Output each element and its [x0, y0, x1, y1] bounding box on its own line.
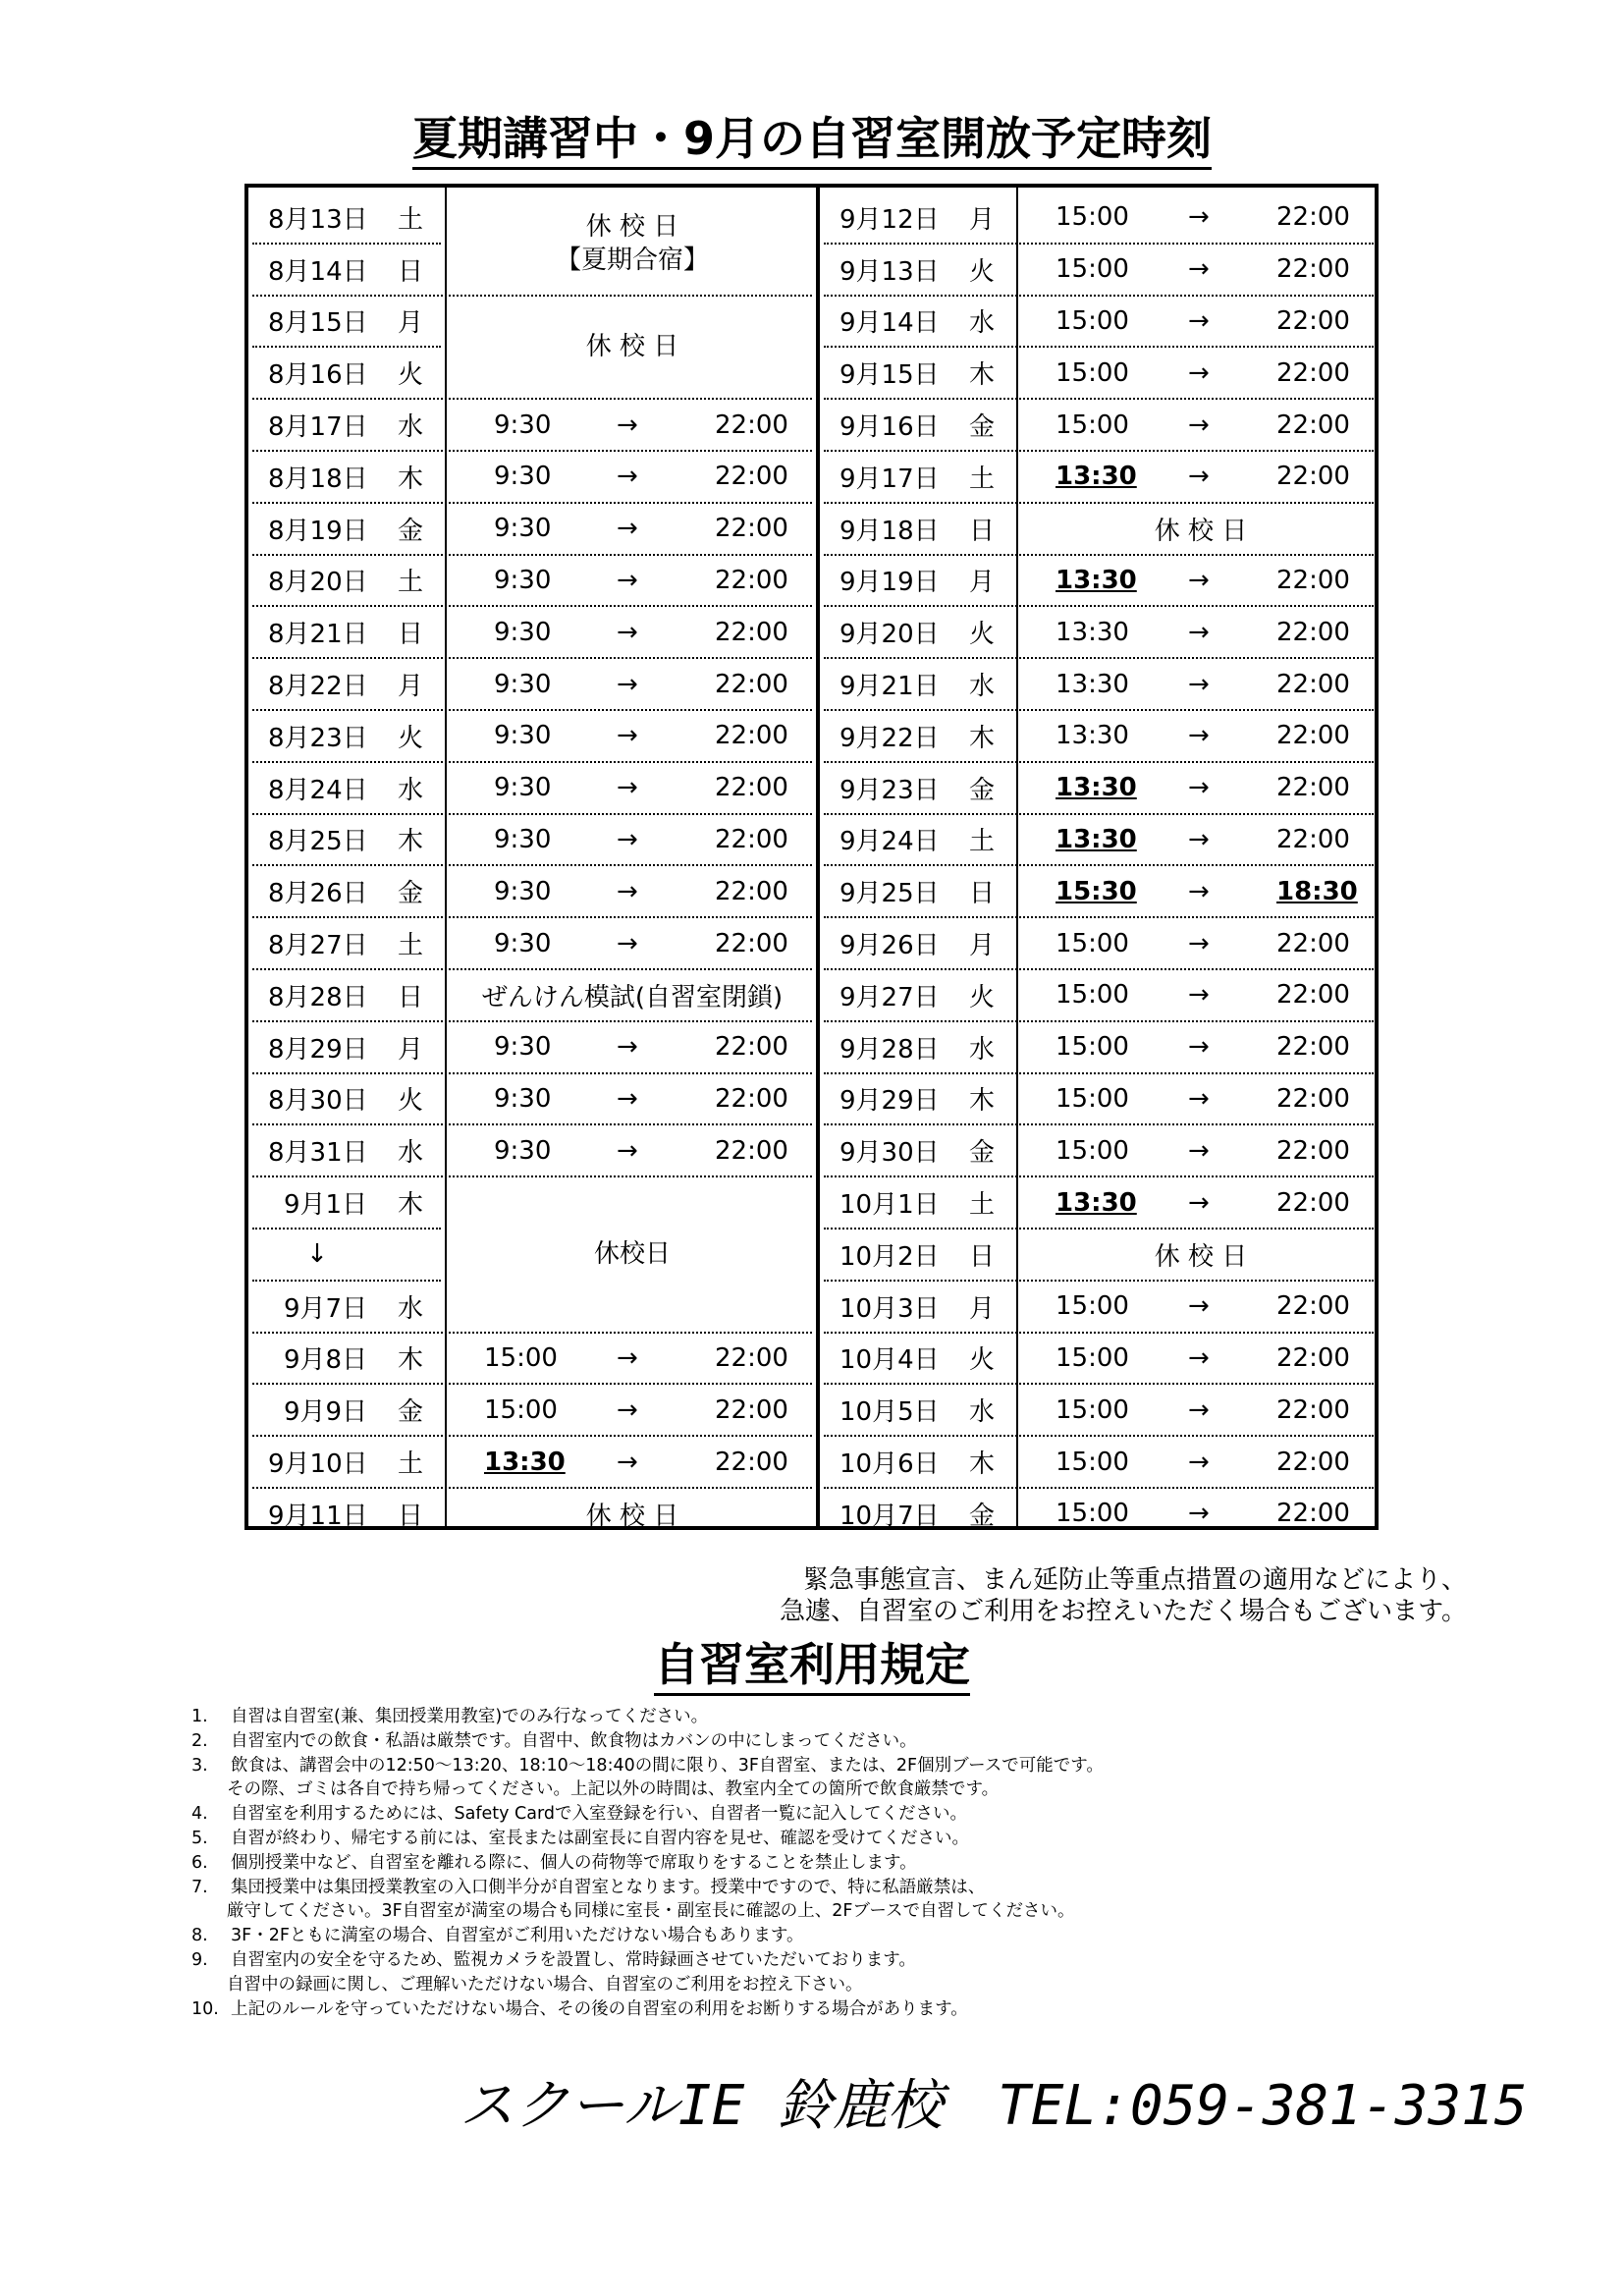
- date-label: 8月15日: [268, 308, 368, 339]
- rule-text: その際、ゴミは各自で持ち帰ってください。上記以外の時間は、教室内全ての箇所で飲食厳禁です。: [227, 1779, 1000, 1800]
- rule-item: [191, 1973, 1104, 1997]
- end-time: 22:00: [715, 928, 788, 958]
- arrow-symbol: →: [617, 876, 638, 906]
- end-time: 22:00: [715, 721, 788, 751]
- arrow-symbol: →: [1188, 1447, 1210, 1477]
- arrow-symbol: →: [1188, 617, 1210, 647]
- weekday-label: 日: [398, 620, 424, 650]
- date-label: 9月29日: [839, 1086, 940, 1117]
- rule-text: 3F・2Fともに満室の場合、自習室がご利用いただけない場合もあります。: [231, 1926, 804, 1946]
- start-time: 13:30: [1056, 721, 1129, 751]
- start-time: 13:30: [484, 1447, 566, 1477]
- weekday-label: 土: [398, 931, 424, 961]
- start-time: 15:00: [1056, 410, 1129, 440]
- start-time: 13:30: [1056, 617, 1129, 647]
- date-label: 9月1日: [284, 1190, 368, 1221]
- weekday-label: 水: [398, 1138, 424, 1169]
- rules-list: [191, 1705, 1104, 2021]
- date-label: 8月29日: [268, 1034, 368, 1065]
- notice-line: 急遽、自習室のご利用をお控えいただく場合もございます。: [780, 1597, 1467, 1626]
- rule-text: 集団授業中は集団授業教室の入口側半分が自習室となります。授業中ですので、特に私語厳禁は、: [231, 1877, 986, 1897]
- start-time: 13:30: [1056, 462, 1137, 492]
- weekday-label: 日: [398, 1501, 424, 1531]
- weekday-label: 木: [969, 1086, 996, 1117]
- end-time: 22:00: [1276, 773, 1350, 803]
- arrow-symbol: →: [1188, 669, 1210, 699]
- date-label: 8月27日: [268, 931, 368, 961]
- start-time: 15:00: [1056, 202, 1129, 233]
- rule-item: [191, 1705, 1104, 1729]
- start-time: 9:30: [494, 565, 552, 595]
- arrow-symbol: →: [1188, 1032, 1210, 1063]
- arrow-symbol: →: [617, 721, 638, 751]
- school-contact: スクールIE 鈴鹿校 TEL:059-381-3315: [460, 2074, 1528, 2138]
- start-time: 9:30: [494, 1135, 552, 1166]
- weekday-label: 木: [969, 1449, 996, 1480]
- start-time: 15:00: [1056, 357, 1129, 388]
- rule-number: 6.: [191, 1852, 208, 1873]
- date-label: 9月20日: [839, 620, 940, 650]
- end-time: 22:00: [1276, 928, 1350, 958]
- rule-item: [191, 1777, 1104, 1802]
- date-label: 8月26日: [268, 879, 368, 909]
- weekday-label: 日: [969, 879, 996, 909]
- arrow-symbol: →: [617, 565, 638, 595]
- rule-item: [191, 1827, 1104, 1851]
- end-time: 22:00: [1276, 410, 1350, 440]
- date-label: 8月14日: [268, 256, 368, 287]
- weekday-label: 月: [969, 1293, 996, 1324]
- arrow-symbol: →: [1188, 1499, 1210, 1529]
- date-label: 9月22日: [839, 723, 940, 753]
- weekday-label: 木: [969, 360, 996, 391]
- date-arrow: ↓: [306, 1239, 328, 1270]
- closed-block: [450, 191, 815, 296]
- start-time: 15:00: [484, 1394, 558, 1425]
- end-time: 22:00: [1276, 462, 1350, 492]
- date-label: 9月16日: [839, 412, 940, 443]
- weekday-label: 木: [398, 827, 424, 857]
- weekday-label: 月: [969, 204, 996, 235]
- end-time: 22:00: [715, 824, 788, 854]
- end-time: 22:00: [1276, 980, 1350, 1011]
- date-label: 10月7日: [839, 1501, 940, 1531]
- closed-label: 休 校 日: [1154, 516, 1248, 546]
- rule-text: 上記のルールを守っていただけない場合、その後の自習室の利用をお断りする場合があります。: [231, 1998, 968, 2019]
- start-time: 15:00: [1056, 1394, 1129, 1425]
- closed-label: 休 校 日: [585, 1501, 679, 1531]
- weekday-label: 日: [969, 1241, 996, 1272]
- arrow-symbol: →: [1188, 773, 1210, 803]
- end-time: 22:00: [1276, 1394, 1350, 1425]
- weekday-label: 日: [969, 516, 996, 546]
- start-time: 9:30: [494, 617, 552, 647]
- end-time: 22:00: [1276, 721, 1350, 751]
- weekday-label: 水: [398, 412, 424, 443]
- date-label: 10月3日: [839, 1293, 940, 1324]
- rule-number: 4.: [191, 1804, 208, 1825]
- end-time: 22:00: [715, 565, 788, 595]
- rule-item: [191, 1876, 1104, 1900]
- weekday-label: 木: [398, 464, 424, 494]
- start-time: 15:00: [1056, 1291, 1129, 1322]
- arrow-symbol: →: [1188, 462, 1210, 492]
- date-label: 9月15日: [839, 360, 940, 391]
- arrow-symbol: →: [1188, 824, 1210, 854]
- weekday-label: 金: [398, 1397, 424, 1428]
- date-label: 8月23日: [268, 723, 368, 753]
- weekday-label: 土: [398, 204, 424, 235]
- rule-text: 自習中の録画に関し、ご理解いただけない場合、自習室のご利用をお控え下さい。: [227, 1974, 863, 1995]
- start-time: 9:30: [494, 824, 552, 854]
- arrow-symbol: →: [1188, 1135, 1210, 1166]
- date-label: 8月31日: [268, 1138, 368, 1169]
- date-label: 9月19日: [839, 568, 940, 598]
- weekday-label: 月: [969, 931, 996, 961]
- arrow-symbol: →: [617, 1032, 638, 1063]
- start-time: 9:30: [494, 928, 552, 958]
- date-label: 8月21日: [268, 620, 368, 650]
- arrow-symbol: →: [617, 928, 638, 958]
- arrow-symbol: →: [1188, 1342, 1210, 1373]
- start-time: 9:30: [494, 462, 552, 492]
- start-time: 15:00: [1056, 1342, 1129, 1373]
- rule-text: 自習室を利用するためには、Safety Cardで入室登録を行い、自習者一覧に記入してください。: [231, 1804, 967, 1825]
- weekday-label: 火: [398, 723, 424, 753]
- weekday-label: 水: [969, 308, 996, 339]
- end-time: 22:00: [1276, 669, 1350, 699]
- arrow-symbol: →: [1188, 357, 1210, 388]
- rule-number: 3.: [191, 1755, 208, 1776]
- end-time: 22:00: [715, 1032, 788, 1063]
- end-time: 22:00: [1276, 1447, 1350, 1477]
- end-time: 22:00: [1276, 617, 1350, 647]
- start-time: 13:30: [1056, 565, 1137, 595]
- weekday-label: 木: [398, 1190, 424, 1221]
- end-time: 22:00: [715, 1342, 788, 1373]
- rule-text: 自習室内の安全を守るため、監視カメラを設置し、常時録画させていただいております。: [231, 1949, 916, 1970]
- start-time: 9:30: [494, 721, 552, 751]
- end-time: 22:00: [715, 1083, 788, 1114]
- end-time: 22:00: [1276, 824, 1350, 854]
- rule-text: 自習が終わり、帰宅する前には、室長または副室長に自習内容を見せ、確認を受けてください。: [231, 1828, 969, 1848]
- end-time: 22:00: [715, 617, 788, 647]
- notice-text: [780, 1564, 1467, 1627]
- start-time: 15:00: [1056, 1447, 1129, 1477]
- weekday-label: 月: [398, 308, 424, 339]
- rules-title: 自習室利用規定: [0, 1642, 1624, 1687]
- date-label: 8月22日: [268, 672, 368, 702]
- start-time: 15:00: [1056, 1499, 1129, 1529]
- closed-label: ぜんけん模試(自習室閉鎖): [481, 982, 784, 1012]
- date-label: 10月2日: [839, 1241, 940, 1272]
- date-label: 10月5日: [839, 1397, 940, 1428]
- page-title: 夏期講習中・9月の自習室開放予定時刻: [0, 116, 1624, 161]
- date-label: 8月17日: [268, 412, 368, 443]
- end-time: 22:00: [715, 1447, 788, 1477]
- weekday-label: 土: [398, 1449, 424, 1480]
- weekday-label: 水: [398, 775, 424, 805]
- weekday-label: 水: [969, 1034, 996, 1065]
- arrow-symbol: →: [617, 1394, 638, 1425]
- date-label: 9月26日: [839, 931, 940, 961]
- date-label: 9月21日: [839, 672, 940, 702]
- weekday-label: 火: [969, 256, 996, 287]
- start-time: 9:30: [494, 773, 552, 803]
- start-time: 9:30: [494, 669, 552, 699]
- date-label: 9月7日: [284, 1293, 368, 1324]
- end-time: 22:00: [1276, 254, 1350, 285]
- date-label: 9月17日: [839, 464, 940, 494]
- date-label: 9月11日: [268, 1501, 368, 1531]
- end-time: 22:00: [715, 669, 788, 699]
- closed-label: 休 校 日: [585, 332, 679, 362]
- arrow-symbol: →: [1188, 305, 1210, 336]
- rule-item: [191, 1899, 1104, 1924]
- end-time: 22:00: [1276, 1291, 1350, 1322]
- date-label: 9月25日: [839, 879, 940, 909]
- date-label: 10月4日: [839, 1345, 940, 1376]
- end-time: 22:00: [1276, 1187, 1350, 1218]
- arrow-symbol: →: [617, 1083, 638, 1114]
- date-label: 8月20日: [268, 568, 368, 598]
- arrow-symbol: →: [1188, 721, 1210, 751]
- start-time: 15:00: [1056, 980, 1129, 1011]
- arrow-symbol: →: [1188, 254, 1210, 285]
- end-time: 22:00: [1276, 357, 1350, 388]
- arrow-symbol: →: [1188, 980, 1210, 1011]
- start-time: 15:00: [484, 1342, 558, 1373]
- rule-number: 1.: [191, 1707, 208, 1726]
- start-time: 15:00: [1056, 928, 1129, 958]
- start-time: 15:00: [1056, 254, 1129, 285]
- rule-item: [191, 1997, 1104, 2022]
- arrow-symbol: →: [1188, 1083, 1210, 1114]
- arrow-symbol: →: [617, 410, 638, 440]
- end-time: 22:00: [715, 1135, 788, 1166]
- date-label: 9月12日: [839, 204, 940, 235]
- column-divider: [1016, 188, 1018, 1526]
- weekday-label: 土: [398, 568, 424, 598]
- weekday-label: 金: [398, 516, 424, 546]
- arrow-symbol: →: [1188, 1394, 1210, 1425]
- start-time: 13:30: [1056, 669, 1129, 699]
- weekday-label: 日: [398, 256, 424, 287]
- date-label: 9月24日: [839, 827, 940, 857]
- arrow-symbol: →: [617, 617, 638, 647]
- rule-number: 9.: [191, 1949, 208, 1970]
- date-label: 8月24日: [268, 775, 368, 805]
- weekday-label: 火: [398, 360, 424, 391]
- start-time: 15:00: [1056, 1135, 1129, 1166]
- rule-item: [191, 1754, 1104, 1778]
- end-time: 22:00: [1276, 1032, 1350, 1063]
- start-time: 15:00: [1056, 305, 1129, 336]
- column-divider: [816, 188, 820, 1526]
- date-label: 8月18日: [268, 464, 368, 494]
- weekday-label: 金: [969, 1138, 996, 1169]
- end-time: 22:00: [1276, 1083, 1350, 1114]
- rule-text: 個別授業中など、自習室を離れる際に、個人の荷物等で席取りをすることを禁止します。: [231, 1852, 917, 1873]
- start-time: 9:30: [494, 1083, 552, 1114]
- end-time: 22:00: [715, 410, 788, 440]
- end-time: 18:30: [1276, 876, 1358, 906]
- arrow-symbol: →: [617, 462, 638, 492]
- start-time: 13:30: [1056, 824, 1137, 854]
- rule-number: 10.: [191, 1998, 219, 2019]
- date-label: 9月18日: [839, 516, 940, 546]
- date-label: 8月13日: [268, 204, 368, 235]
- start-time: 15:30: [1056, 876, 1137, 906]
- end-time: 22:00: [715, 462, 788, 492]
- date-label: 10月1日: [839, 1190, 940, 1221]
- date-label: 8月25日: [268, 827, 368, 857]
- start-time: 9:30: [494, 876, 552, 906]
- arrow-symbol: →: [1188, 410, 1210, 440]
- rule-text: 飲食は、講習会中の12:50～13:20、18:10～18:40の間に限り、3F自習室、または、2F個別ブースで可能です。: [231, 1755, 1104, 1776]
- rule-text: 厳守してください。3F自習室が満室の場合も同様に室長・副室長に確認の上、2Fブースで自習してください。: [227, 1901, 1075, 1922]
- weekday-label: 水: [969, 1397, 996, 1428]
- column-divider: [445, 188, 447, 1526]
- date-label: 9月10日: [268, 1449, 368, 1480]
- start-time: 13:30: [1056, 773, 1137, 803]
- weekday-label: 水: [969, 672, 996, 702]
- rule-number: 5.: [191, 1828, 208, 1848]
- end-time: 22:00: [1276, 565, 1350, 595]
- arrow-symbol: →: [617, 1135, 638, 1166]
- closed-label: 休 校 日: [585, 211, 679, 242]
- date-label: 9月30日: [839, 1138, 940, 1169]
- date-label: 9月27日: [839, 982, 940, 1012]
- date-label: 9月28日: [839, 1034, 940, 1065]
- closed-label: 休校日: [593, 1239, 671, 1270]
- rule-number: 2.: [191, 1730, 208, 1751]
- closed-block: [450, 296, 815, 400]
- end-time: 22:00: [715, 876, 788, 906]
- weekday-label: 水: [398, 1293, 424, 1324]
- date-label: 9月9日: [284, 1397, 368, 1428]
- rule-text: 自習室内での飲食・私語は厳禁です。自習中、飲食物はカバンの中にしまってください。: [231, 1730, 917, 1751]
- notice-line: 緊急事態宣言、まん延防止等重点措置の適用などにより、: [802, 1565, 1467, 1595]
- weekday-label: 木: [398, 1345, 424, 1376]
- date-label: 9月13日: [839, 256, 940, 287]
- rule-item: [191, 1851, 1104, 1876]
- rule-number: 7.: [191, 1877, 208, 1897]
- closed-label: 【夏期合宿】: [555, 245, 709, 275]
- weekday-label: 月: [969, 568, 996, 598]
- start-time: 13:30: [1056, 1187, 1137, 1218]
- weekday-label: 金: [969, 1501, 996, 1531]
- end-time: 22:00: [1276, 305, 1350, 336]
- end-time: 22:00: [715, 1394, 788, 1425]
- rule-item: [191, 1729, 1104, 1754]
- closed-label: 休 校 日: [1154, 1241, 1248, 1272]
- rule-number: 8.: [191, 1926, 208, 1946]
- weekday-label: 月: [398, 672, 424, 702]
- arrow-symbol: →: [617, 773, 638, 803]
- arrow-symbol: →: [1188, 876, 1210, 906]
- weekday-label: 土: [969, 1190, 996, 1221]
- arrow-symbol: →: [1188, 1291, 1210, 1322]
- weekday-label: 土: [969, 464, 996, 494]
- date-label: 9月23日: [839, 775, 940, 805]
- arrow-symbol: →: [1188, 202, 1210, 233]
- end-time: 22:00: [715, 514, 788, 544]
- date-label: 8月28日: [268, 982, 368, 1012]
- rule-item: [191, 1924, 1104, 1948]
- date-label: 9月14日: [839, 308, 940, 339]
- arrow-symbol: →: [617, 1447, 638, 1477]
- schedule-table: [244, 184, 1379, 1530]
- end-time: 22:00: [1276, 1342, 1350, 1373]
- end-time: 22:00: [1276, 1135, 1350, 1166]
- weekday-label: 金: [398, 879, 424, 909]
- date-label: 9月8日: [284, 1345, 368, 1376]
- date-label: 8月30日: [268, 1086, 368, 1117]
- weekday-label: 金: [969, 412, 996, 443]
- weekday-label: 火: [969, 620, 996, 650]
- weekday-label: 火: [398, 1086, 424, 1117]
- date-label: 8月16日: [268, 360, 368, 391]
- end-time: 22:00: [1276, 1499, 1350, 1529]
- end-time: 22:00: [715, 773, 788, 803]
- start-time: 9:30: [494, 514, 552, 544]
- rule-item: [191, 1802, 1104, 1827]
- weekday-label: 日: [398, 982, 424, 1012]
- start-time: 15:00: [1056, 1032, 1129, 1063]
- rule-text: 自習は自習室(兼、集団授業用教室)でのみ行なってください。: [231, 1707, 709, 1726]
- arrow-symbol: →: [1188, 1187, 1210, 1218]
- arrow-symbol: →: [1188, 928, 1210, 958]
- closed-block: [450, 1176, 815, 1332]
- date-label: 8月19日: [268, 516, 368, 546]
- end-time: 22:00: [1276, 202, 1350, 233]
- arrow-symbol: →: [1188, 565, 1210, 595]
- arrow-symbol: →: [617, 824, 638, 854]
- weekday-label: 月: [398, 1034, 424, 1065]
- weekday-label: 木: [969, 723, 996, 753]
- weekday-label: 火: [969, 982, 996, 1012]
- arrow-symbol: →: [617, 514, 638, 544]
- arrow-symbol: →: [617, 669, 638, 699]
- weekday-label: 金: [969, 775, 996, 805]
- start-time: 9:30: [494, 1032, 552, 1063]
- start-time: 9:30: [494, 410, 552, 440]
- weekday-label: 土: [969, 827, 996, 857]
- rule-item: [191, 1948, 1104, 1973]
- weekday-label: 火: [969, 1345, 996, 1376]
- date-label: 10月6日: [839, 1449, 940, 1480]
- arrow-symbol: →: [617, 1342, 638, 1373]
- start-time: 15:00: [1056, 1083, 1129, 1114]
